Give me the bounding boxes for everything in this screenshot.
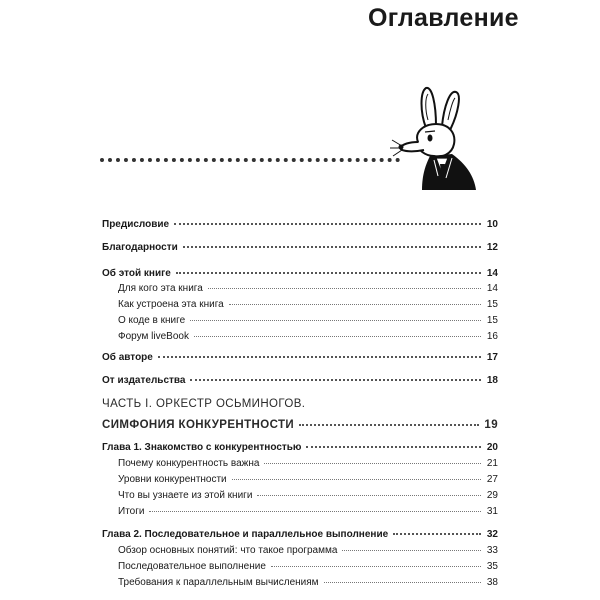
- toc-entry-page: 29: [486, 490, 498, 501]
- toc-leader-dots: [229, 304, 481, 305]
- toc-entry: [102, 352, 498, 363]
- toc-entry-title: Последовательное выполнение: [118, 561, 266, 572]
- toc-entry-page: 33: [486, 545, 498, 556]
- toc-leader-dots: [271, 566, 481, 567]
- toc-leader-dots: [264, 463, 481, 464]
- toc-entry: [102, 506, 498, 517]
- toc-entry-page: 17: [486, 352, 498, 363]
- toc-entry: [102, 315, 498, 326]
- toc-entry-title: Уровни конкурентности: [118, 474, 227, 485]
- toc-entry-title: Благодарности: [102, 242, 178, 253]
- toc-entry-title: Как устроена эта книга: [118, 299, 224, 310]
- toc-entry-title: СИМФОНИЯ КОНКУРЕНТНОСТИ: [102, 419, 295, 431]
- toc-leader-dots: [190, 379, 481, 381]
- toc-entry-page: 18: [486, 375, 498, 386]
- toc-entry-page: 21: [486, 458, 498, 469]
- toc-leader-dots: [393, 533, 481, 535]
- toc-entry: [102, 398, 498, 410]
- toc-leader-dots: [342, 550, 481, 551]
- toc-entry-title: От издательства: [102, 375, 186, 386]
- toc-entry-page: 10: [486, 219, 498, 230]
- toc-entry: [102, 419, 498, 431]
- toc-leader-dots: [176, 272, 481, 274]
- toc-entry-title: Почему конкурентность важна: [118, 458, 260, 469]
- toc-entry-title: ЧАСТЬ I. ОРКЕСТР ОСЬМИНОГОВ.: [102, 398, 306, 410]
- toc-leader-dots: [208, 288, 481, 289]
- toc-entry-page: 12: [486, 242, 498, 253]
- toc-leader-dots: [158, 356, 481, 358]
- toc-entry-title: Предисловие: [102, 219, 170, 230]
- toc-leader-dots: [190, 320, 481, 321]
- toc-entry: [102, 331, 498, 342]
- page-title: Оглавление: [368, 4, 519, 32]
- toc-entry-page: 27: [486, 474, 498, 485]
- toc-entry-page: 35: [486, 561, 498, 572]
- toc-entry: [102, 283, 498, 294]
- toc-entry-title: Об этой книге: [102, 268, 171, 279]
- toc-entry: [102, 375, 498, 386]
- toc-entry-title: О коде в книге: [118, 315, 186, 326]
- toc-leader-dots: [194, 336, 481, 337]
- toc-leader-dots: [174, 223, 481, 225]
- toc-entry: [102, 458, 498, 469]
- toc-leader-dots: [306, 446, 481, 448]
- toc-entry-title: Обзор основных понятий: что такое программа: [118, 545, 338, 556]
- toc-entry: [102, 561, 498, 572]
- toc-entry-title: Требования к параллельным вычислениям: [118, 577, 319, 588]
- toc-entry: [102, 299, 498, 310]
- toc-entry-page: 14: [486, 283, 498, 294]
- table-of-contents: [102, 0, 498, 600]
- toc-entry-page: 16: [486, 331, 498, 342]
- toc-entry-title: Для кого эта книга: [118, 283, 203, 294]
- toc-entry: [102, 474, 498, 485]
- toc-entry-page: 20: [486, 442, 498, 453]
- toc-entry-page: 15: [486, 299, 498, 310]
- toc-entry-title: Что вы узнаете из этой книги: [118, 490, 253, 501]
- toc-entry: [102, 545, 498, 556]
- toc-entry-title: Глава 2. Последовательное и параллельное выполнение: [102, 529, 389, 540]
- toc-leader-dots: [232, 479, 481, 480]
- toc-leader-dots: [324, 582, 481, 583]
- toc-leader-dots: [299, 424, 479, 426]
- toc-entry: [102, 268, 498, 279]
- toc-entry: [102, 242, 498, 253]
- toc-entry-page: 32: [486, 529, 498, 540]
- toc-leader-dots: [257, 495, 481, 496]
- toc-entry: [102, 490, 498, 501]
- toc-entry-title: Итоги: [118, 506, 145, 517]
- toc-entry: [102, 577, 498, 588]
- toc-leader-dots: [149, 511, 481, 512]
- toc-entry-title: Об авторе: [102, 352, 153, 363]
- toc-entry-page: 31: [486, 506, 498, 517]
- toc-entry-page: 15: [486, 315, 498, 326]
- toc-leader-dots: [183, 246, 481, 248]
- toc-entry: [102, 529, 498, 540]
- toc-entry-title: Форум liveBook: [118, 331, 189, 342]
- toc-entry: [102, 442, 498, 453]
- toc-entry-page: 38: [486, 577, 498, 588]
- toc-entry-page: 14: [486, 268, 498, 279]
- toc-entry-page: 19: [484, 419, 498, 431]
- toc-entry-title: Глава 1. Знакомство с конкурентностью: [102, 442, 302, 453]
- toc-entry: [102, 219, 498, 230]
